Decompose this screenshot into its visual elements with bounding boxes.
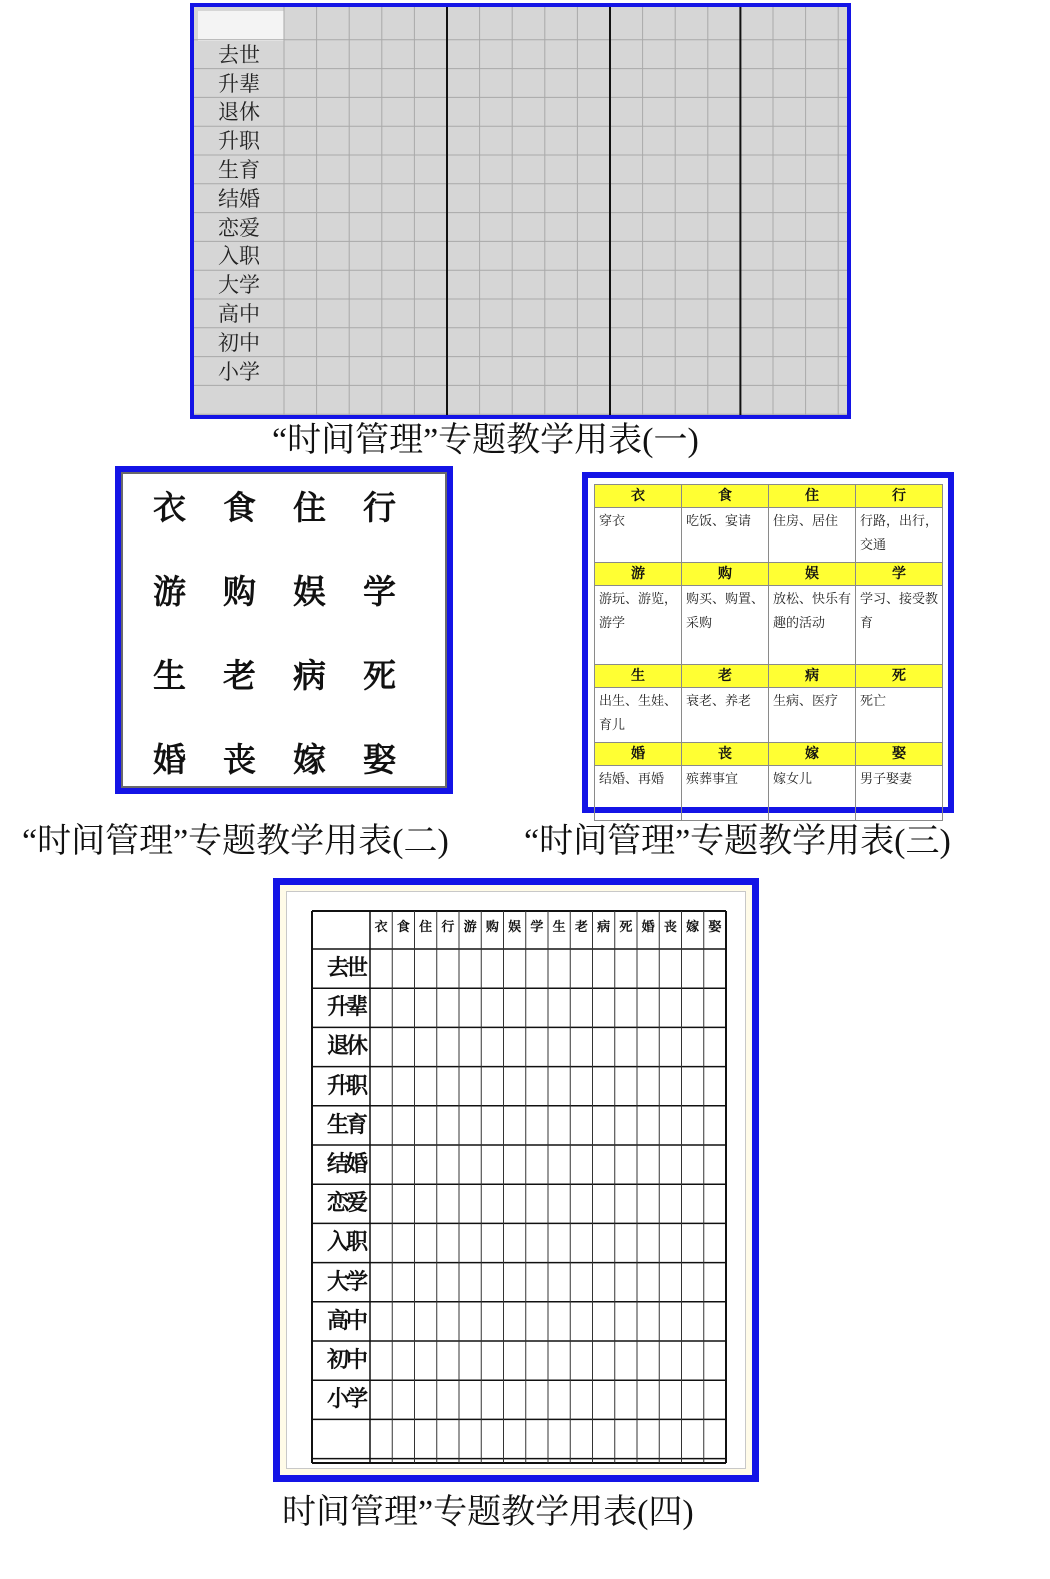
table-four-row-label: 退休: [327, 1034, 366, 1060]
table-one-row-label: 高中: [218, 302, 260, 326]
table-one-row-label: 初中: [218, 330, 260, 355]
table-four-column-label: 老: [574, 920, 588, 935]
table-four-row-label: 恋爱: [327, 1191, 366, 1217]
table-three-header-cell: 病: [769, 665, 856, 688]
table-two-char: 死: [363, 656, 396, 695]
table-three-desc-cell: 殡葬事宜: [682, 766, 769, 821]
table-two-char: 嫁: [293, 740, 326, 779]
table-two-char: 行: [363, 488, 396, 527]
table-four-row-label: 小学: [327, 1387, 366, 1413]
table-four-column-label: 游: [463, 920, 477, 935]
table-three-header-cell: 购: [682, 563, 769, 586]
table-two-char: 娶: [363, 740, 396, 779]
table-four-row-label: 升职: [327, 1073, 366, 1099]
table-three-header-cell: 娱: [769, 563, 856, 586]
table-two-char: 丧: [223, 740, 256, 779]
table-four-column-label: 病: [597, 920, 611, 935]
table-three-header-cell: 嫁: [769, 743, 856, 766]
table-two-char: 学: [363, 572, 396, 611]
table-three-header-cell: 死: [856, 665, 943, 688]
table-four-column-label: 娱: [508, 920, 522, 935]
table-four-row-label: 去世: [327, 956, 366, 981]
caption-table-three: “时间管理”专题教学用表(三): [524, 823, 951, 860]
table-two-char: 老: [223, 656, 256, 695]
table-three-header-cell: 婚: [595, 743, 682, 766]
table-two-char: 婚: [153, 740, 186, 779]
table-three-header-cell: 学: [856, 563, 943, 586]
table-three-header-cell: 老: [682, 665, 769, 688]
table-four-row-label: 结婚: [327, 1152, 366, 1177]
table-two-char-grid: [153, 486, 423, 822]
table-three-desc-cell: 男子娶妻: [856, 766, 943, 821]
table-four: [273, 878, 759, 1482]
table-two-char: 食: [223, 488, 256, 527]
table-three-desc-cell: 吃饭、宴请: [682, 508, 769, 563]
table-four-column-label: 住: [419, 920, 433, 935]
table-four-column-label: 生: [552, 920, 566, 935]
table-three-grid: [594, 484, 943, 821]
table-four-column-label: 购: [485, 920, 499, 935]
table-one-row-label: 升辈: [218, 71, 260, 96]
table-three-desc-cell: 出生、生娃、育儿: [595, 688, 682, 743]
table-four-column-label: 衣: [374, 920, 388, 935]
table-three-header-cell: 生: [595, 665, 682, 688]
table-one-row-label: 退休: [218, 100, 260, 125]
table-one-row-label: 结婚: [218, 186, 260, 211]
table-one-row-label: 入职: [218, 244, 260, 269]
table-four-row-label: 生育: [327, 1112, 366, 1138]
table-three-desc-cell: 结婚、再婚: [595, 766, 682, 821]
table-three-desc-cell: 嫁女儿: [769, 766, 856, 821]
table-three-desc-cell: 住房、居住: [769, 508, 856, 563]
table-three-desc-cell: 穿衣: [595, 508, 682, 563]
table-three-desc-cell: 购买、购置、采购: [682, 586, 769, 665]
table-four-row-label: 大学: [327, 1269, 366, 1295]
table-two-char: 住: [293, 488, 326, 527]
table-one-row-label: 小学: [218, 359, 260, 384]
table-two-char: 游: [153, 572, 186, 611]
table-four-row-label: 初中: [327, 1348, 366, 1373]
table-three-desc-cell: 学习、接受教育: [856, 586, 943, 665]
table-two-char: 生: [153, 656, 186, 695]
table-two-char: 病: [293, 656, 326, 695]
table-three: [582, 472, 954, 813]
table-four-row-label: 高中: [327, 1308, 366, 1334]
table-three-header-cell: 行: [856, 485, 943, 508]
table-four-row-label: 入职: [327, 1230, 366, 1256]
table-four-column-label: 行: [441, 920, 455, 935]
table-three-desc-cell: 生病、医疗: [769, 688, 856, 743]
table-three-desc-cell: 行路，出行，交通: [856, 508, 943, 563]
table-three-desc-cell: 死亡: [856, 688, 943, 743]
table-three-header-cell: 娶: [856, 743, 943, 766]
table-four-column-label: 死: [619, 920, 633, 935]
table-two-char: 购: [223, 572, 256, 611]
table-two-char: 衣: [153, 488, 186, 527]
table-one-row-label: 去世: [218, 42, 260, 67]
table-four-column-label: 婚: [641, 920, 655, 935]
table-three-header-cell: 丧: [682, 743, 769, 766]
table-three-desc-cell: 游玩、游览，游学: [595, 586, 682, 665]
table-three-header-cell: 游: [595, 563, 682, 586]
table-one: [190, 3, 851, 419]
table-four-column-label: 食: [396, 920, 410, 935]
table-four-column-label: 学: [530, 920, 544, 935]
table-one-row-label: 升职: [218, 129, 260, 154]
table-three-desc-cell: 衰老、养老: [682, 688, 769, 743]
table-two: [115, 466, 453, 794]
caption-table-four: 时间管理”专题教学用表(四): [282, 1494, 694, 1531]
caption-table-one: “时间管理”专题教学用表(一): [272, 422, 699, 459]
table-three-header-cell: 食: [682, 485, 769, 508]
table-two-char: 娱: [293, 572, 326, 611]
table-four-row-label: 升辈: [327, 995, 366, 1021]
table-four-column-label: 娶: [708, 920, 722, 935]
table-three-desc-cell: 放松、快乐有趣的活动: [769, 586, 856, 665]
table-four-column-label: 嫁: [686, 920, 700, 935]
table-one-row-label: 大学: [218, 273, 260, 298]
table-one-row-label: 生育: [218, 158, 260, 182]
table-one-row-label: 恋爱: [218, 215, 260, 240]
table-four-column-label: 丧: [663, 920, 677, 935]
table-one-grid: [194, 7, 847, 415]
table-three-header-cell: 住: [769, 485, 856, 508]
caption-table-two: “时间管理”专题教学用表(二): [22, 823, 449, 860]
table-three-header-cell: 衣: [595, 485, 682, 508]
